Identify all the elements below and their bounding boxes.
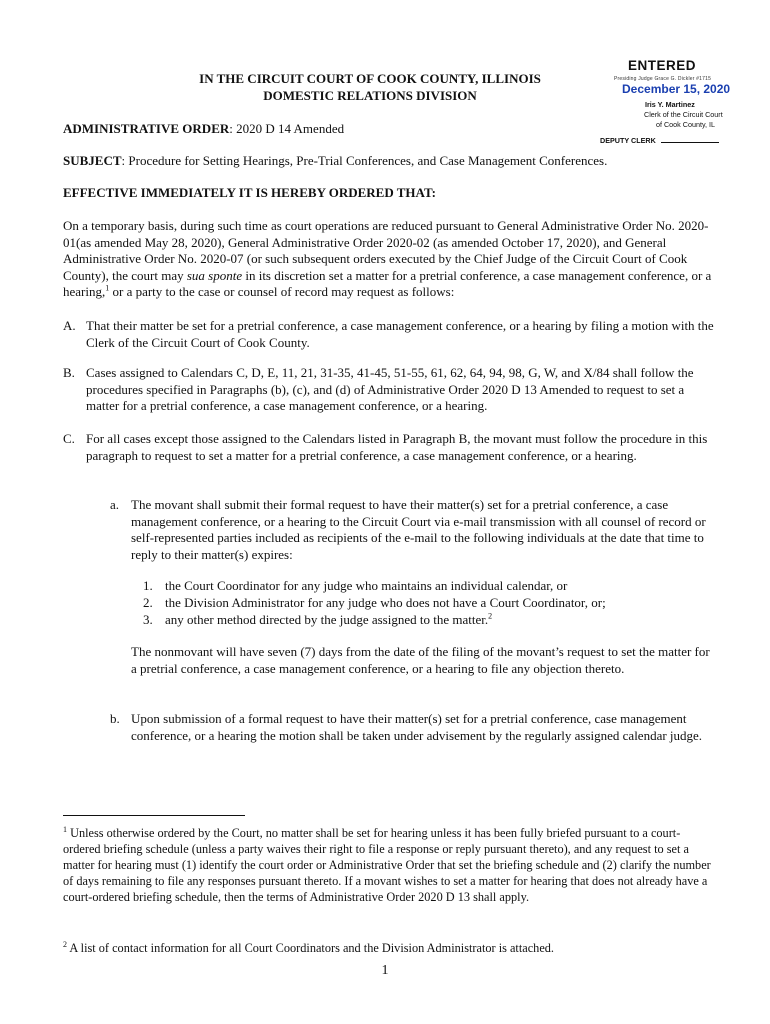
effective-statement: EFFECTIVE IMMEDIATELY IT IS HEREBY ORDERED THAT: (63, 185, 436, 200)
paragraph-b-text: Cases assigned to Calendars C, D, E, 11, 21, 31-35, 41-45, 51-55, 61, 62, 64, 94, 98, G, W, and X/84 shall follow the procedures specified in Paragraphs (b), (c), and (d) of Administrative Order 2020 D 13 Amended to request to set a matter for a pretrial conference, a case management conference, or a hearing. (86, 365, 694, 414)
list-item-text: the Court Coordinator for any judge who maintains an individual calendar, or (165, 578, 568, 593)
subparagraph-b (110, 711, 714, 744)
stamp-date: December 15, 2020 (622, 82, 731, 96)
paragraph-b (63, 365, 714, 415)
footnote-1 (63, 825, 714, 905)
stamp-clerk-county: of Cook County, IL (656, 120, 715, 129)
subparagraph-a-label: a. (110, 497, 120, 512)
list-item-text (165, 612, 492, 629)
subject-line (63, 153, 723, 170)
court-name: IN THE CIRCUIT COURT OF COOK COUNTY, ILLINOIS (199, 71, 541, 86)
subparagraph-a-text: The movant shall submit their formal request to have their matter(s) set for a pretrial conference, a case management conference, or a hearing to the Circuit Court via e-mail transmission with all counsel of record or self-represented parties included as recipients of the e-mail to the following individuals at the date that time to reply to their matter(s) expires: (131, 497, 706, 562)
intro-part1: On a temporary basis, during such time as court operations are reduced pursuant to General Administrative Order No. 2020-01(as amended May 28, 2020), General Administrative Order 2020-02 (as amended October 17, 2020), and General Administrative Order No. 2020-07 (or such subsequent orders executed by the Chief Judge of the Circuit Court of Cook County), the court may (63, 218, 709, 283)
paragraph-c (63, 431, 714, 464)
administrative-order-line (63, 121, 344, 138)
intro-paragraph (63, 218, 714, 301)
footnote-2-text: A list of contact information for all Court Coordinators and the Division Administrator is attached. (67, 941, 555, 955)
page-number: 1 (381, 963, 389, 978)
list-item-number: 1. (143, 578, 153, 593)
paragraph-a-text: That their matter be set for a pretrial conference, a case management conference, or a hearing by filing a motion with the Clerk of the Circuit Court of Cook County. (86, 318, 714, 350)
order-label: ADMINISTRATIVE ORDER (63, 121, 230, 136)
intro-italic: sua sponte (186, 267, 243, 283)
footnote-ref-2: 2 (488, 611, 493, 621)
intro-part3: or a party to the case or counsel of record may request as follows: (109, 284, 455, 300)
stamp-entered-label: ENTERED (628, 58, 697, 73)
contact-list (143, 578, 714, 629)
footnote-2 (63, 940, 714, 956)
footnote-ref-1: 1 (105, 284, 110, 294)
stamp-clerk-title: Clerk of the Circuit Court (644, 110, 723, 119)
list-item-number: 3. (143, 612, 153, 627)
paragraph-c-text: For all cases except those assigned to the Calendars listed in Paragraph B, the movant must follow the procedure in this paragraph to request to set a matter for a pretrial conference, a case management conference, or a hearing. (86, 431, 708, 463)
paragraph-b-label: B. (63, 365, 75, 380)
list-item (143, 578, 714, 595)
deputy-signature-line (661, 142, 719, 143)
subparagraph-b-label: b. (110, 711, 120, 726)
subparagraph-a (110, 497, 714, 563)
intro-part2: in its discretion set a matter for a pretrial conference, a case management conference, or a hearing, (63, 267, 712, 300)
footnote-1-number: 1 (63, 824, 67, 834)
order-number: : 2020 D 14 Amended (229, 121, 345, 136)
stamp-presiding-judge: Presiding Judge Grace G. Dickler #1715 (614, 76, 712, 82)
stamp-deputy-clerk-label: DEPUTY CLERK (600, 136, 656, 145)
list-item (143, 612, 714, 629)
subject-text: : Procedure for Setting Hearings, Pre-Trial Conferences, and Case Management Conferences. (121, 153, 608, 168)
list-item-text: the Division Administrator for any judge who does not have a Court Coordinator, or; (165, 595, 606, 610)
list-item (143, 595, 714, 612)
stamp-deputy-clerk (600, 136, 719, 145)
footnote-divider (63, 815, 245, 816)
court-header (150, 70, 590, 104)
stamp-clerk-name: Iris Y. Martinez (645, 100, 695, 109)
footnote-2-number: 2 (63, 939, 67, 949)
division-name: DOMESTIC RELATIONS DIVISION (263, 88, 477, 103)
footnote-1-text: Unless otherwise ordered by the Court, no matter shall be set for hearing unless it has been fully briefed pursuant to a court-ordered briefing schedule (unless a party waives their right to file a response or reply pursuant thereto), and any request to set a matter for hearing must (1) identify the court order or Administrative Order that set the briefing schedule and (2) clarify the number of days remaining to file any responses pursuant thereto. If a movant wishes to set a matter for hearing that does not already have a court-ordered briefing schedule, then the terms of Administrative Order 2020 D 13 shall apply. (63, 826, 711, 904)
subject-label: SUBJECT (63, 153, 122, 168)
subparagraph-b-text: Upon submission of a formal request to have their matter(s) set for a pretrial conference, case management conference, or a hearing the motion shall be taken under advisement by the regularly assigned calendar judge. (131, 711, 703, 743)
nonmovant-paragraph: The nonmovant will have seven (7) days from the date of the filing of the movant’s request to set the matter for a pretrial conference, a case management conference, or a hearing to file any objection thereto. (131, 644, 710, 676)
list-item-number: 2. (143, 595, 153, 610)
paragraph-a (63, 318, 714, 351)
paragraph-c-label: C. (63, 431, 75, 446)
list-item-3-text: any other method directed by the judge assigned to the matter. (165, 612, 489, 627)
paragraph-a-label: A. (63, 318, 76, 333)
